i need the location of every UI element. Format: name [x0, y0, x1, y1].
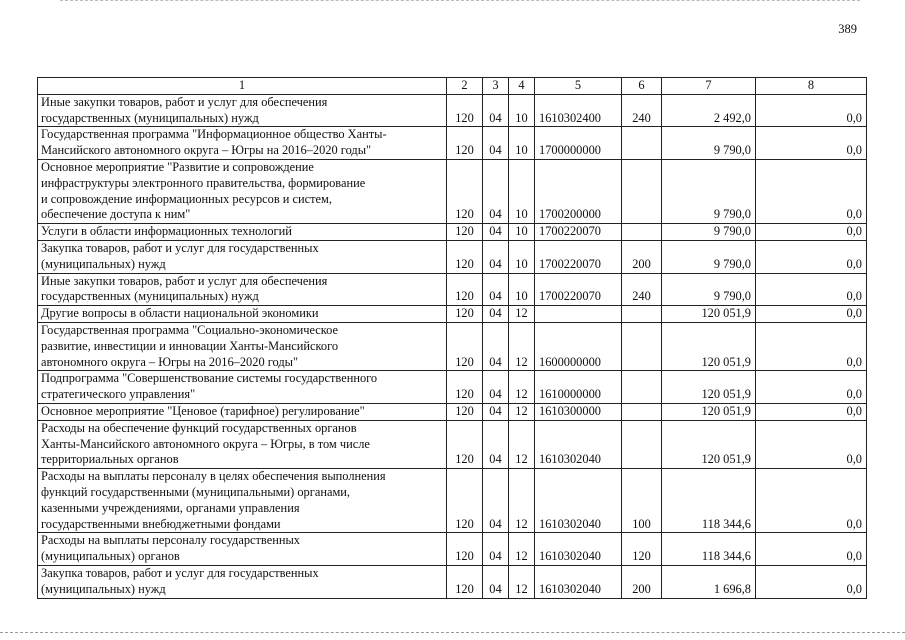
- cell-subsection: 12: [509, 403, 535, 420]
- cell-subsection: 10: [509, 94, 535, 127]
- row-description: Расходы на выплаты персоналу в целях обеспечения выполнения функций государственными (муниципальными) органами, казенными учреждениями, органами управления государственными внебюджетными фондами: [38, 469, 447, 533]
- cell-amount: 118 344,6: [662, 533, 756, 566]
- cell-subsection: 10: [509, 127, 535, 160]
- cell-target-article: 1700200000: [535, 159, 622, 223]
- cell-expense-type: [622, 306, 662, 323]
- cell-target-article: 1610302400: [535, 94, 622, 127]
- table-row: [38, 403, 867, 420]
- budget-table: [37, 77, 867, 599]
- cell-target-article: 1610302040: [535, 469, 622, 533]
- cell-target-article: 1700000000: [535, 127, 622, 160]
- cell-subsection: 10: [509, 273, 535, 306]
- cell-amount: 1 696,8: [662, 565, 756, 598]
- cell-admin-code: 120: [447, 306, 483, 323]
- cell-target-article: 1610302040: [535, 420, 622, 468]
- cell-section: 04: [483, 273, 509, 306]
- header-cell: 2: [447, 78, 483, 95]
- cell-amount: 118 344,6: [662, 469, 756, 533]
- cell-amount-federal: 0,0: [756, 565, 867, 598]
- row-description: Услуги в области информационных технологий: [38, 224, 447, 241]
- cell-section: 04: [483, 159, 509, 223]
- table-row: [38, 159, 867, 223]
- cell-expense-type: [622, 127, 662, 160]
- cell-amount-federal: 0,0: [756, 240, 867, 273]
- table-row: [38, 273, 867, 306]
- cell-amount: 120 051,9: [662, 420, 756, 468]
- table-row: [38, 469, 867, 533]
- header-cell: 3: [483, 78, 509, 95]
- cell-amount-federal: 0,0: [756, 533, 867, 566]
- cell-section: 04: [483, 403, 509, 420]
- cell-expense-type: 100: [622, 469, 662, 533]
- cell-section: 04: [483, 469, 509, 533]
- row-description: Государственная программа "Социально-экономическое развитие, инвестиции и инновации Ханты-Мансийского автономного округа – Югры на 2016–2020 годы": [38, 322, 447, 370]
- table-row: [38, 240, 867, 273]
- scan-artifact-top: [60, 0, 860, 2]
- table-row: [38, 94, 867, 127]
- row-description: Иные закупки товаров, работ и услуг для обеспечения государственных (муниципальных) нужд: [38, 94, 447, 127]
- cell-section: 04: [483, 306, 509, 323]
- cell-section: 04: [483, 94, 509, 127]
- cell-admin-code: 120: [447, 403, 483, 420]
- cell-subsection: 12: [509, 565, 535, 598]
- cell-target-article: 1610000000: [535, 371, 622, 404]
- page-number: 389: [838, 22, 857, 36]
- cell-expense-type: 240: [622, 273, 662, 306]
- cell-amount: 120 051,9: [662, 403, 756, 420]
- cell-admin-code: 120: [447, 159, 483, 223]
- cell-expense-type: 120: [622, 533, 662, 566]
- cell-admin-code: 120: [447, 224, 483, 241]
- cell-admin-code: 120: [447, 565, 483, 598]
- cell-amount-federal: 0,0: [756, 403, 867, 420]
- table-row: [38, 224, 867, 241]
- cell-amount: 120 051,9: [662, 322, 756, 370]
- table-row: [38, 533, 867, 566]
- cell-target-article: 1610300000: [535, 403, 622, 420]
- cell-subsection: 10: [509, 159, 535, 223]
- cell-expense-type: 200: [622, 240, 662, 273]
- cell-expense-type: [622, 322, 662, 370]
- cell-target-article: 1700220070: [535, 224, 622, 241]
- cell-admin-code: 120: [447, 322, 483, 370]
- cell-subsection: 12: [509, 306, 535, 323]
- cell-amount-federal: 0,0: [756, 469, 867, 533]
- cell-amount-federal: 0,0: [756, 127, 867, 160]
- cell-amount: 9 790,0: [662, 127, 756, 160]
- cell-expense-type: 200: [622, 565, 662, 598]
- cell-amount-federal: 0,0: [756, 420, 867, 468]
- cell-admin-code: 120: [447, 371, 483, 404]
- header-row: [38, 78, 867, 95]
- cell-section: 04: [483, 420, 509, 468]
- cell-admin-code: 120: [447, 240, 483, 273]
- row-description: Основное мероприятие "Развитие и сопровождение инфраструктуры электронного правительства, формирование и сопровождение информационных ресурсов и систем, обеспечение доступа к ним": [38, 159, 447, 223]
- cell-admin-code: 120: [447, 127, 483, 160]
- cell-amount-federal: 0,0: [756, 273, 867, 306]
- cell-target-article: [535, 306, 622, 323]
- cell-subsection: 12: [509, 420, 535, 468]
- cell-expense-type: [622, 420, 662, 468]
- cell-subsection: 10: [509, 240, 535, 273]
- cell-subsection: 12: [509, 469, 535, 533]
- cell-amount-federal: 0,0: [756, 94, 867, 127]
- row-description: Закупка товаров, работ и услуг для государственных (муниципальных) нужд: [38, 565, 447, 598]
- cell-section: 04: [483, 533, 509, 566]
- cell-admin-code: 120: [447, 469, 483, 533]
- cell-admin-code: 120: [447, 533, 483, 566]
- cell-amount: 9 790,0: [662, 273, 756, 306]
- cell-amount-federal: 0,0: [756, 159, 867, 223]
- row-description: Другие вопросы в области национальной экономики: [38, 306, 447, 323]
- scan-artifact-bottom: [0, 632, 905, 635]
- cell-section: 04: [483, 371, 509, 404]
- row-description: Подпрограмма "Совершенствование системы государственного стратегического управления": [38, 371, 447, 404]
- cell-admin-code: 120: [447, 273, 483, 306]
- cell-section: 04: [483, 127, 509, 160]
- header-cell: 6: [622, 78, 662, 95]
- cell-amount-federal: 0,0: [756, 371, 867, 404]
- cell-subsection: 12: [509, 371, 535, 404]
- row-description: Государственная программа "Информационное общество Ханты- Мансийского автономного округа – Югры на 2016–2020 годы": [38, 127, 447, 160]
- cell-amount: 120 051,9: [662, 306, 756, 323]
- table-row: [38, 322, 867, 370]
- row-description: Закупка товаров, работ и услуг для государственных (муниципальных) нужд: [38, 240, 447, 273]
- row-description: Иные закупки товаров, работ и услуг для обеспечения государственных (муниципальных) нужд: [38, 273, 447, 306]
- cell-amount-federal: 0,0: [756, 306, 867, 323]
- cell-amount: 9 790,0: [662, 240, 756, 273]
- row-description: Расходы на обеспечение функций государственных органов Ханты-Мансийского автономного округа – Югры, в том числе территориальных органов: [38, 420, 447, 468]
- cell-amount: 9 790,0: [662, 224, 756, 241]
- cell-expense-type: 240: [622, 94, 662, 127]
- cell-section: 04: [483, 224, 509, 241]
- cell-expense-type: [622, 371, 662, 404]
- cell-target-article: 1600000000: [535, 322, 622, 370]
- row-description: Основное мероприятие "Ценовое (тарифное) регулирование": [38, 403, 447, 420]
- table-body: [38, 78, 867, 599]
- cell-section: 04: [483, 240, 509, 273]
- table-row: [38, 127, 867, 160]
- cell-amount-federal: 0,0: [756, 224, 867, 241]
- header-cell: 5: [535, 78, 622, 95]
- cell-admin-code: 120: [447, 94, 483, 127]
- cell-expense-type: [622, 159, 662, 223]
- cell-section: 04: [483, 322, 509, 370]
- header-cell: 8: [756, 78, 867, 95]
- cell-target-article: 1700220070: [535, 273, 622, 306]
- cell-amount: 9 790,0: [662, 159, 756, 223]
- cell-amount-federal: 0,0: [756, 322, 867, 370]
- cell-expense-type: [622, 403, 662, 420]
- cell-admin-code: 120: [447, 420, 483, 468]
- cell-amount: 2 492,0: [662, 94, 756, 127]
- header-cell: 4: [509, 78, 535, 95]
- cell-target-article: 1700220070: [535, 240, 622, 273]
- cell-expense-type: [622, 224, 662, 241]
- cell-subsection: 12: [509, 322, 535, 370]
- table-row: [38, 565, 867, 598]
- table-row: [38, 306, 867, 323]
- cell-target-article: 1610302040: [535, 565, 622, 598]
- table-row: [38, 420, 867, 468]
- cell-target-article: 1610302040: [535, 533, 622, 566]
- header-cell: 1: [38, 78, 447, 95]
- cell-amount: 120 051,9: [662, 371, 756, 404]
- header-cell: 7: [662, 78, 756, 95]
- cell-subsection: 10: [509, 224, 535, 241]
- cell-subsection: 12: [509, 533, 535, 566]
- table-row: [38, 371, 867, 404]
- row-description: Расходы на выплаты персоналу государственных (муниципальных) органов: [38, 533, 447, 566]
- cell-section: 04: [483, 565, 509, 598]
